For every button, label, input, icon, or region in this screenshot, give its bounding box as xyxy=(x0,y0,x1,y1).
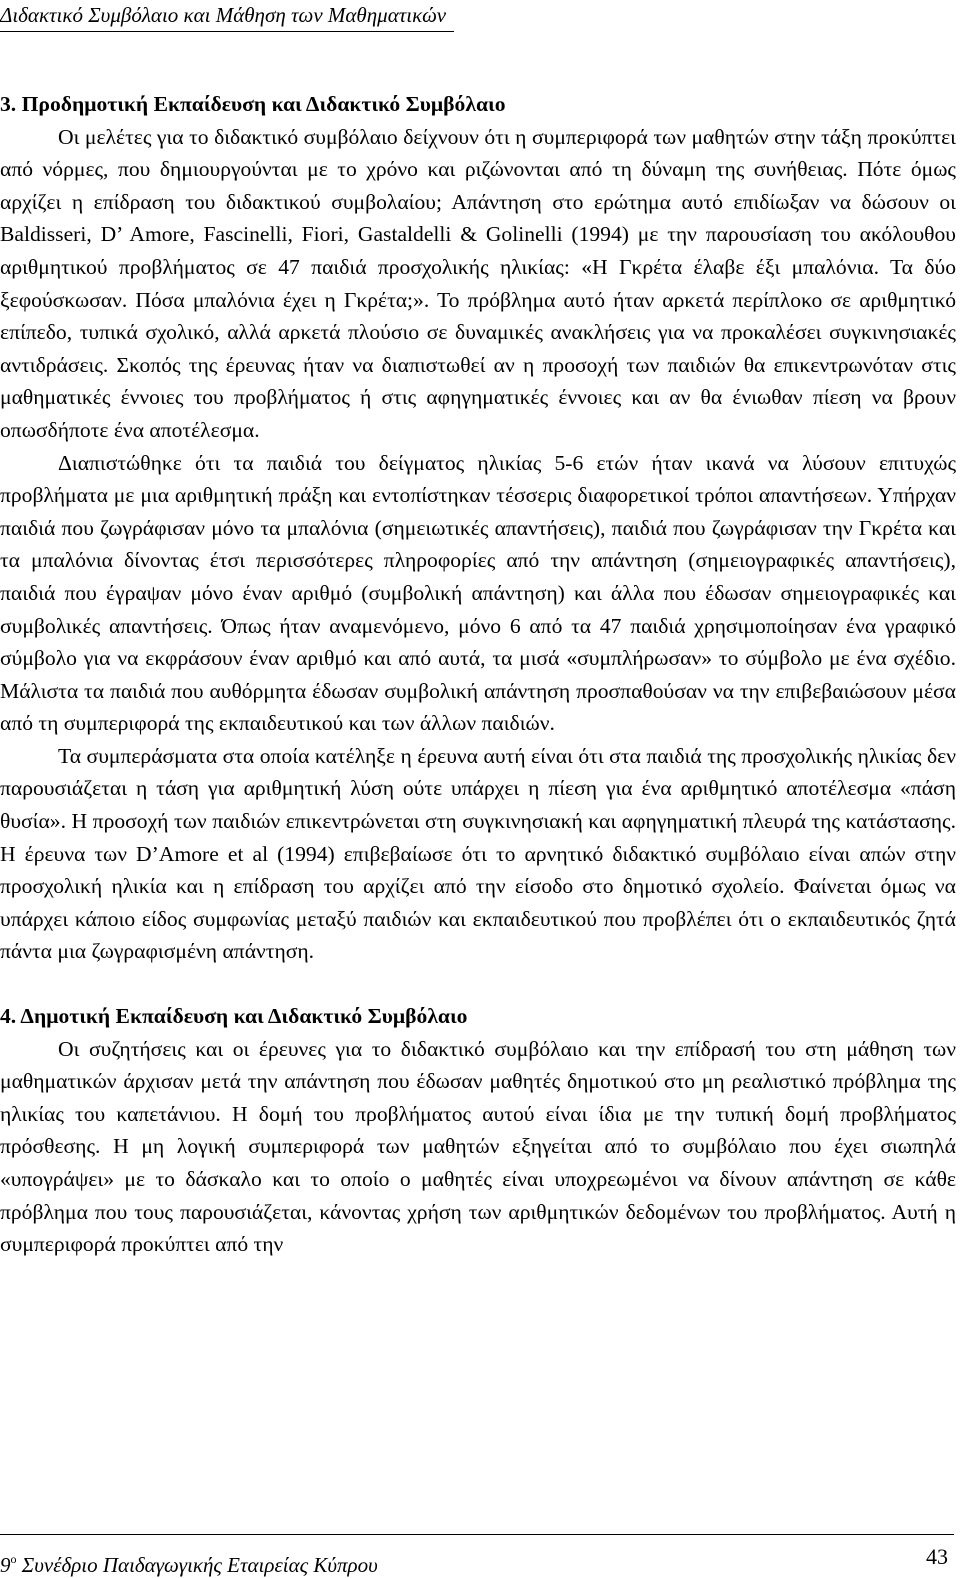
page-footer xyxy=(0,1534,956,1577)
section-4-number: 4. xyxy=(0,1004,17,1029)
footer-conference xyxy=(0,1546,378,1578)
section-4-heading xyxy=(0,1000,956,1033)
section-4 xyxy=(0,1000,956,1261)
footer-ordinal: 9 xyxy=(0,1553,11,1577)
section-3-number: 3. xyxy=(0,92,17,116)
section-3-paragraph-3: Τα συμπεράσματα στα οποία κατέληξε η έρευνα αυτή είναι ότι στα παιδιά της προσχολικής ηλικίας δεν παρουσιάζεται η τάση για αριθμητική λύση ούτε υπάρχει η πίεση για ένα αριθμητικό αποτέλεσμα «πάση θυσία». Η προσοχή των παιδιών επικεντρώνεται στη συγκινησιακή και αφηγηματική πλευρά της κατάστασης. Η έρευνα των D’Amore et al (1994) επιβεβαίωσε ότι το αρνητικό διδακτικό συμβόλαιο είναι απών στην προσχολική ηλικία και η επίδραση του αρχίζει από την είσοδο στο δημοτικό σχολείο. Φαίνεται όμως να υπάρχει κάποιο είδος συμφωνίας μεταξύ παιδιών και εκπαιδευτικού που προβλέπει ότι ο εκπαιδευτικός ζητά πάντα μια ζωγραφισμένη απάντηση. xyxy=(0,743,956,964)
section-3-heading xyxy=(0,88,956,121)
running-header xyxy=(0,2,446,28)
document-body xyxy=(0,88,956,1261)
section-3-title: Προδημοτική Εκπαίδευση και Διδακτικό Συμβόλαιο xyxy=(21,92,506,116)
running-header-title: Διδακτικό Συμβόλαιο και Μάθηση των Μαθηματικών xyxy=(0,3,447,27)
section-3-paragraph-2: Διαπιστώθηκε ότι τα παιδιά του δείγματος ηλικίας 5-6 ετών ήταν ικανά να λύσουν επιτυχώς προβλήματα με μια αριθμητική πράξη και εντοπίστηκαν τέσσερις διαφορετικοί τρόποι απαντήσεων. Υπήρχαν παιδιά που ζωγράφισαν μόνο τα μπαλόνια (σημειωτικές απαντήσεις), παιδιά που ζωγράφισαν την Γκρέτα και τα μπαλόνια δίνοντας έτσι περισσότερες πληροφορίες από την απάντηση (σημειογραφικές απαντήσεις), παιδιά που έγραψαν μόνο έναν αριθμό (συμβολική απάντηση) και άλλα που έδωσαν σημειογραφικές και συμβολικές απαντήσεις. Όπως ήταν αναμενόμενο, μόνο 6 από τα 47 παιδιά χρησιμοποίησαν ένα γραφικό σύμβολο για να εκφράσουν έναν αριθμό και από αυτά, τα μισά «συμπλήρωσαν» το σύμβολο με ένα σχέδιο. Μάλιστα τα παιδιά που αυθόρμητα έδωσαν συμβολική απάντηση προσπαθούσαν να την επιβεβαιώσουν μέσα από τη συμπεριφορά της εκπαιδευτικού και των άλλων παιδιών. xyxy=(0,450,956,736)
footer-conference-name: Συνέδριο Παιδαγωγικής Εταιρείας Κύπρου xyxy=(21,1553,378,1577)
section-3 xyxy=(0,88,956,968)
footer-ordinal-suffix: ο xyxy=(10,1552,17,1566)
section-4-title: Δημοτική Εκπαίδευση και Διδακτικό Συμβόλαιο xyxy=(20,1004,468,1029)
section-3-paragraph-1: Οι μελέτες για το διδακτικό συμβόλαιο δείχνουν ότι η συμπεριφορά των μαθητών στην τάξη προκύπτει από νόρμες, που δημιουργούνται με το χρόνο και ριζώνονται από τη δύναμη της συνήθειας. Πότε όμως αρχίζει η επίδραση του διδακτικού συμβολαίου; Απάντηση στο ερώτημα αυτό επιδίωξαν να δώσουν οι Baldisseri, D’ Amore, Fascinelli, Fiori, Gastaldelli & Golinelli (1994) με την παρουσίαση του ακόλουθου αριθμητικού προβλήματος σε 47 παιδιά προσχολικής ηλικίας: «Η Γκρέτα έλαβε έξι μπαλόνια. Τα δύο ξεφούσκωσαν. Πόσα μπαλόνια έχει η Γκρέτα;». Το πρόβλημα αυτό ήταν αρκετά περίπλοκο σε αριθμητικό επίπεδο, τυπικά σχολικό, αλλά αρκετά πλούσιο σε δυναμικές ανακλήσεις για να προκαλέσει συγκινησιακές αντιδράσεις. Σκοπός της έρευνας ήταν να διαπιστωθεί αν η προσοχή των παιδιών θα επικεντρωνόταν στις μαθηματικές έννοιες του προβλήματος ή στις αφηγηματικές έννοιες και αν θα ένιωθαν πίεση να βρουν οπωσδήποτε ένα αποτέλεσμα. xyxy=(0,124,956,442)
page-number: 43 xyxy=(926,1544,948,1569)
section-4-paragraph-1: Οι συζητήσεις και οι έρευνες για το διδακτικό συμβόλαιο και την επίδρασή του στη μάθηση των μαθηματικών άρχισαν μετά την απάντηση που έδωσαν μαθητές δημοτικού στο μη ρεαλιστικό πρόβλημα της ηλικίας του καπετάνιου. Η δομή του προβλήματος αυτού είναι ίδια με την τυπική δομή προβλήματος πρόσθεσης. Η μη λογική συμπεριφορά των μαθητών εξηγείται από το συμβόλαιο που έχει σιωπηλά «υπογράψει» με το δάσκαλο και το οποίο ο μαθητές είναι υποχρεωμένοι να δίνουν απάντηση σε κάθε πρόβλημα που τους παρουσιάζεται, κάνοντας χρήση των αριθμητικών δεδομένων του προβλήματος. Αυτή η συμπεριφορά προκύπτει από την xyxy=(0,1036,956,1257)
